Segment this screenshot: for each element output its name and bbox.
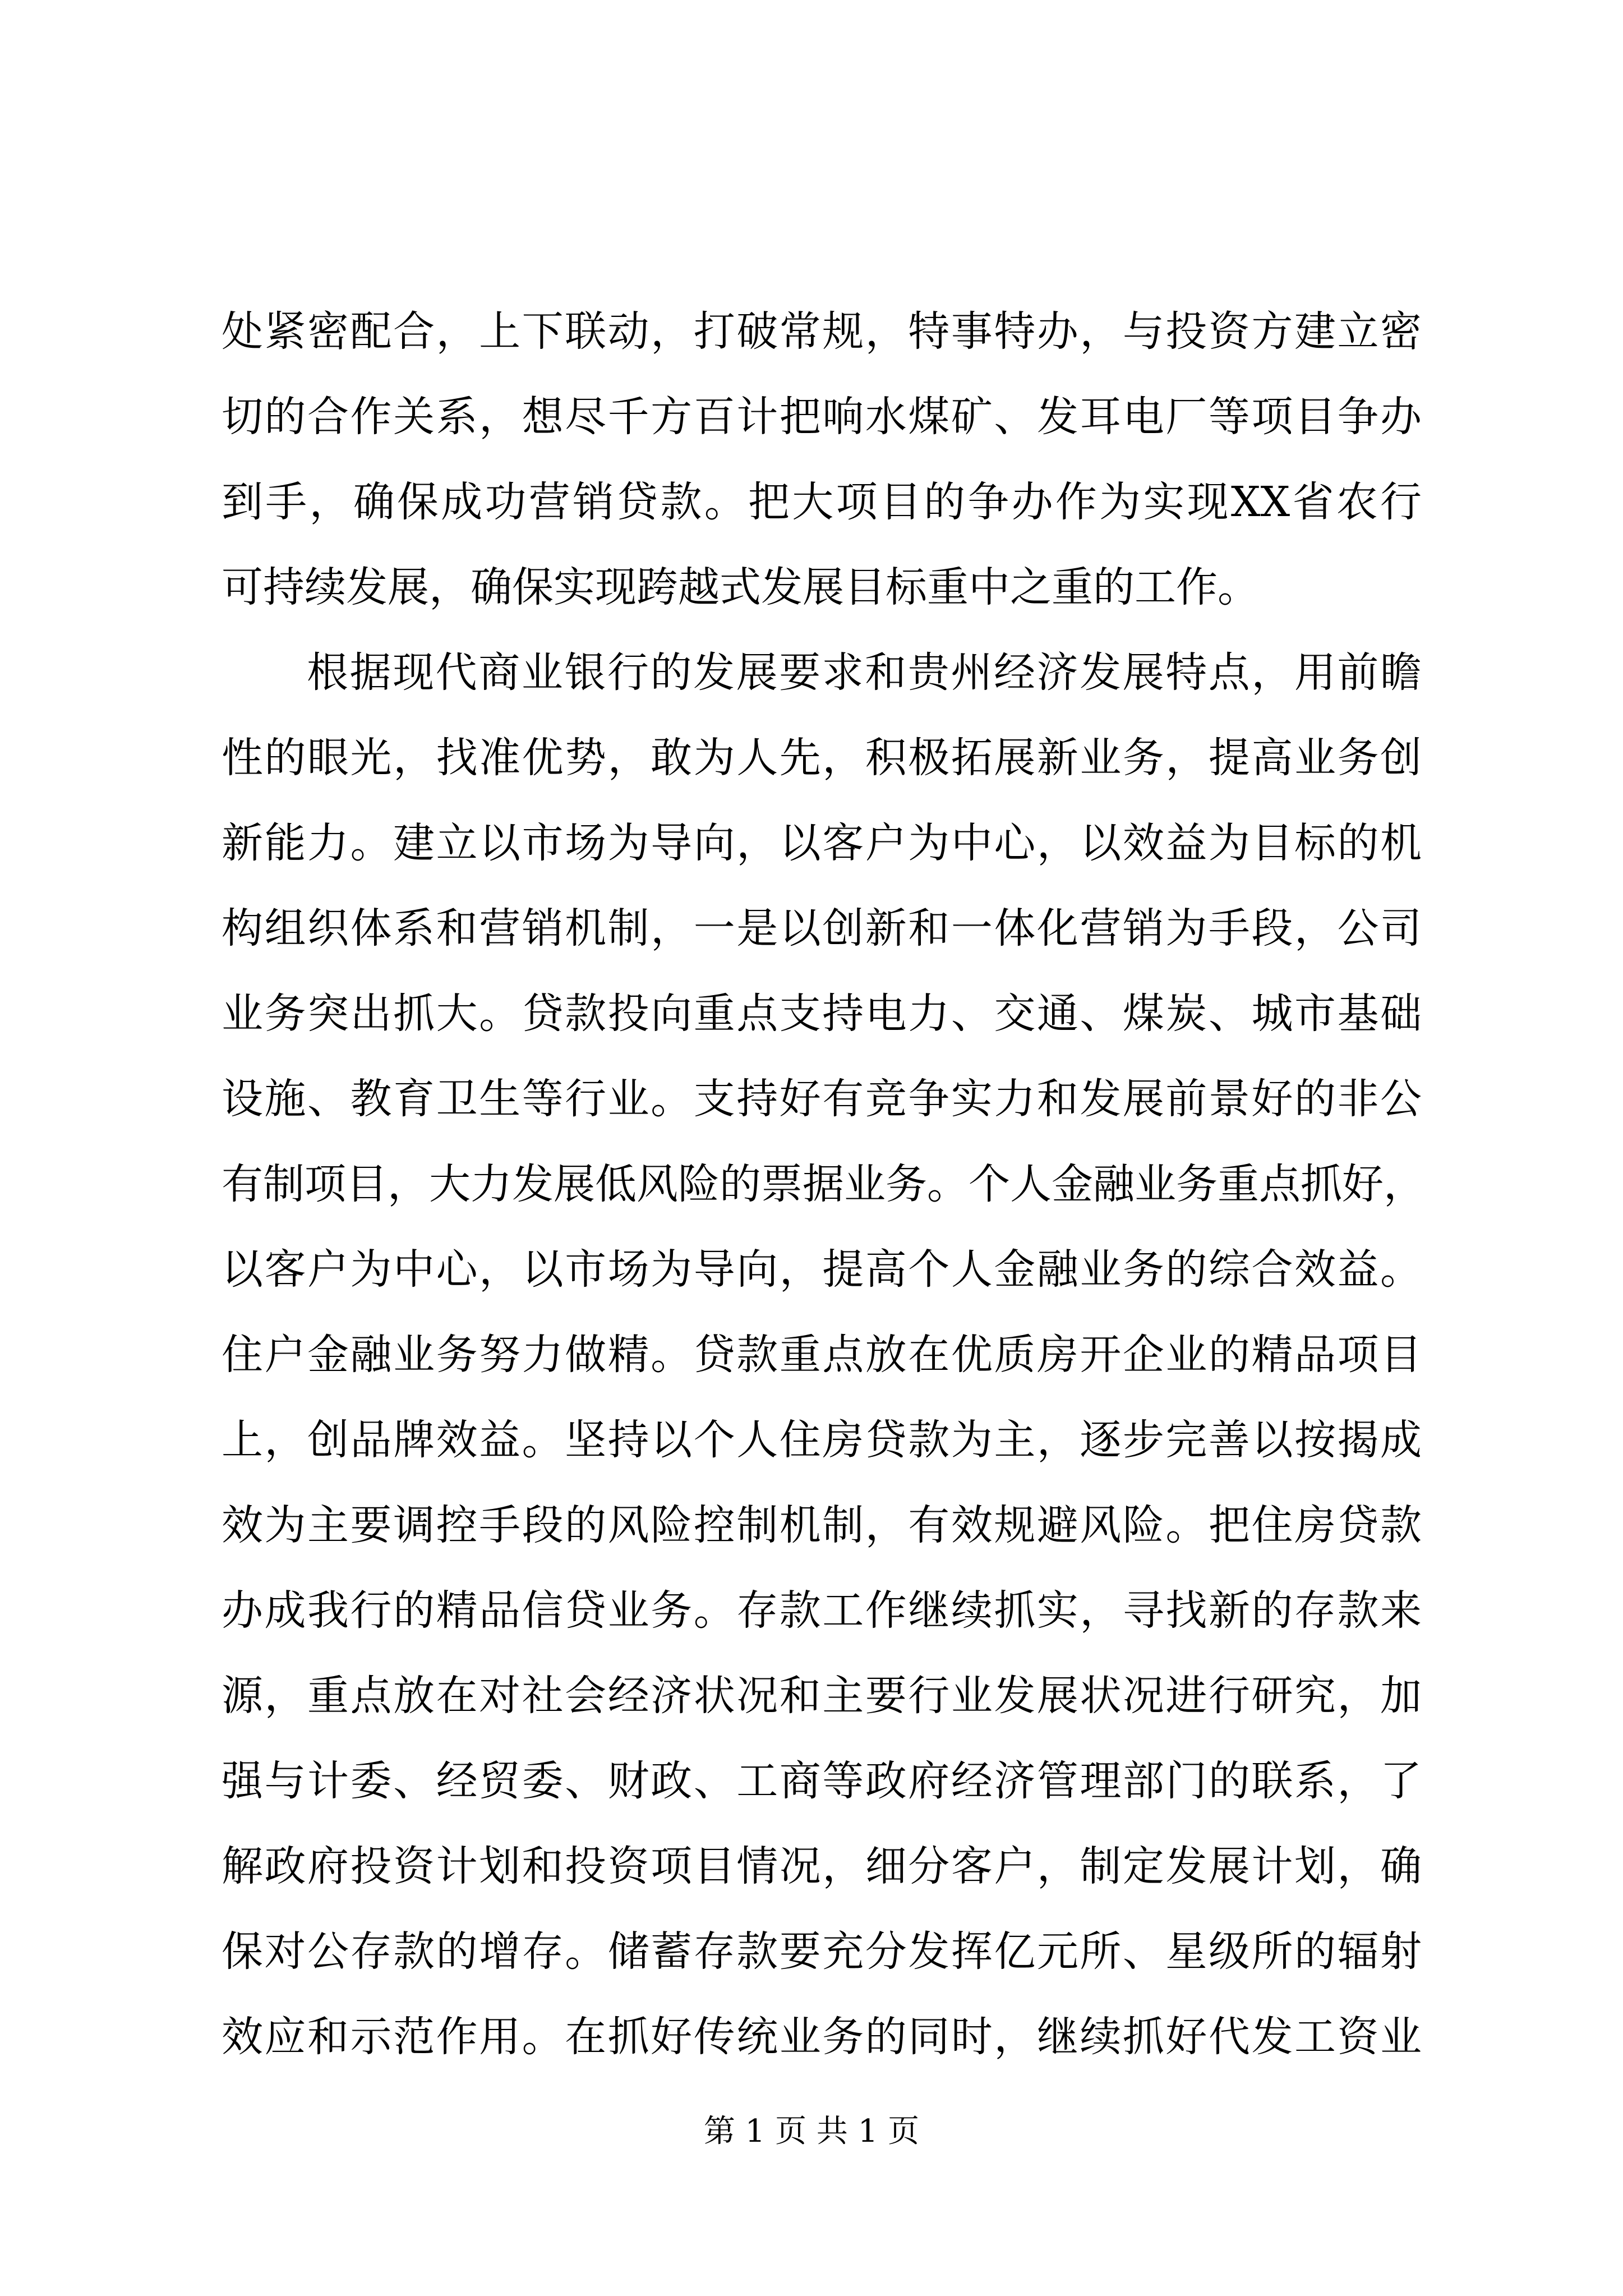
text-line: 解政府投资计划和投资项目情况，细分客户，制定发展计划，确 [222,1842,1422,1890]
text-line: 住户金融业务努力做精。贷款重点放在优质房开企业的精品项目 [222,1331,1422,1379]
text-line: 办成我行的精品信贷业务。存款工作继续抓实，寻找新的存款来 [222,1586,1422,1635]
page-footer: 第 1 页 共 1 页 [703,2113,920,2150]
document-body [222,289,1425,2079]
text-line: 以客户为中心，以市场为导向，提高个人金融业务的综合效益。 [222,1245,1422,1294]
text-line: 强与计委、经贸委、财政、工商等政府经济管理部门的联系，了 [222,1757,1422,1805]
text-line: 上，创品牌效益。坚持以个人住房贷款为主，逐步完善以按揭成 [222,1416,1422,1464]
text-line: 效应和示范作用。在抓好传统业务的同时，继续抓好代发工资业 [222,2013,1422,2061]
text-line: 根据现代商业银行的发展要求和贵州经济发展特点，用前瞻 [307,648,1422,697]
text-line: 保对公存款的增存。储蓄存款要充分发挥亿元所、星级所的辐射 [222,1927,1422,1976]
text-line: 切的合作关系，想尽千方百计把响水煤矿、发耳电厂等项目争办 [222,393,1422,441]
text-line: 构组织体系和营销机制，一是以创新和一体化营销为手段，公司 [222,904,1422,953]
text-line: 源，重点放在对社会经济状况和主要行业发展状况进行研究，加 [222,1672,1422,1720]
text-line: 有制项目，大力发展低风险的票据业务。个人金融业务重点抓好， [222,1160,1425,1208]
text-line: 新能力。建立以市场为导向，以客户为中心，以效益为目标的机 [222,819,1422,867]
text-line: 可持续发展，确保实现跨越式发展目标重中之重的工作。 [222,563,1259,611]
text-line: 业务突出抓大。贷款投向重点支持电力、交通、煤炭、城市基础 [222,990,1422,1038]
text-line: 效为主要调控手段的风险控制机制，有效规避风险。把住房贷款 [222,1501,1422,1549]
text-line: 设施、教育卫生等行业。支持好有竞争实力和发展前景好的非公 [222,1075,1422,1123]
text-line: 到手，确保成功营销贷款。把大项目的争办作为实现XX省农行 [222,478,1422,526]
text-line: 性的眼光，找准优势，敢为人先，积极拓展新业务，提高业务创 [222,734,1422,782]
text-line: 处紧密配合，上下联动，打破常规，特事特办，与投资方建立密 [222,307,1422,356]
